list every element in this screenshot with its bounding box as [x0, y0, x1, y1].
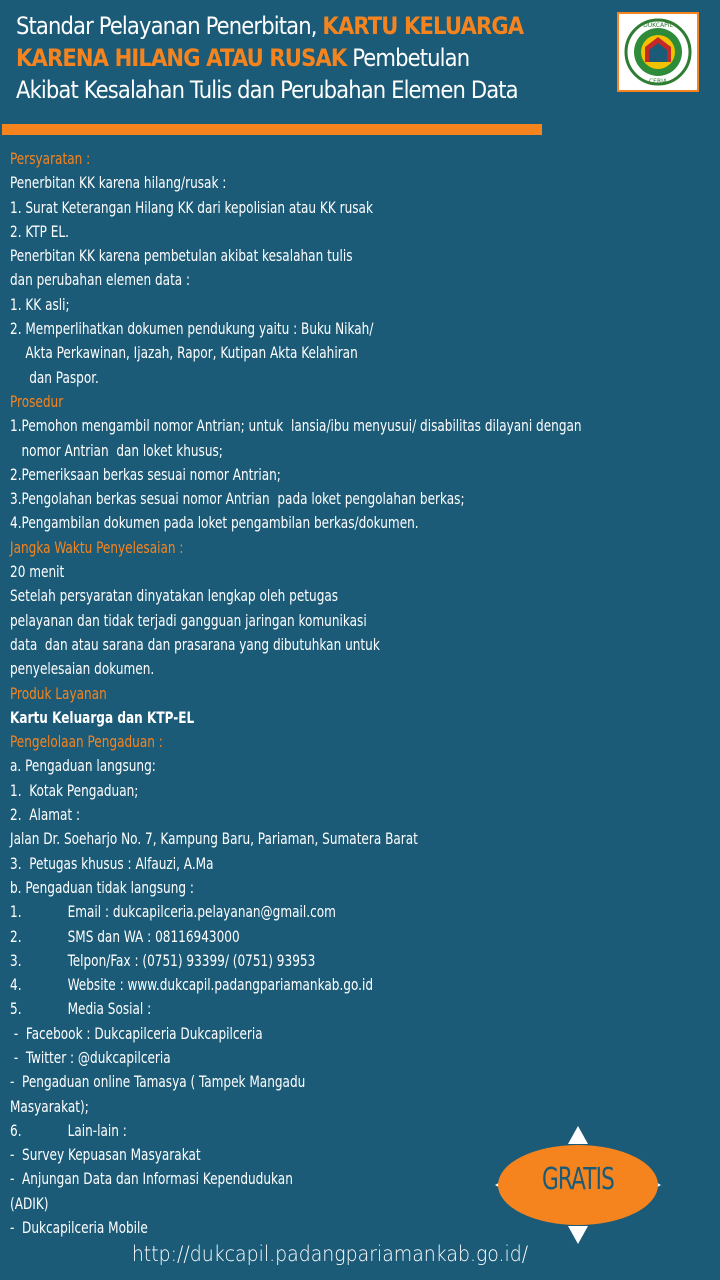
gratis-badge [493, 1124, 663, 1246]
content-line: 2. Alamat : [10, 805, 81, 825]
content-line: - Pengaduan online Tamasya ( Tampek Mangadu [10, 1072, 306, 1092]
content-line: dan perubahan elemen data : [10, 270, 191, 290]
content-line: 4. Website : www.dukcapil.padangpariamankab.go.id [10, 975, 373, 995]
title-part3: Akibat Kesalahan Tulis dan Perubahan Elemen Data [16, 76, 518, 104]
content-line: 1. Kotak Pengaduan; [10, 780, 139, 800]
content-line: - Dukcapilceria Mobile [10, 1218, 148, 1238]
section-heading: Jangka Waktu Penyelesaian : [10, 537, 184, 557]
title-part2: Pembetulan [346, 44, 470, 72]
content-line: 1.Pemohon mengambil nomor Antrian; untuk lansia/ibu menyusui/ disabilitas dilayani dengan [10, 416, 582, 436]
svg-text:DUKCAPIL: DUKCAPIL [643, 22, 673, 29]
title-part1: Standar Pelayanan Penerbitan, [16, 12, 323, 40]
content-line: a. Pengaduan langsung: [10, 756, 156, 776]
content-line: - Anjungan Data dan Informasi Kependudukan [10, 1169, 293, 1189]
content-line: 3. Petugas khusus : Alfauzi, A.Ma [10, 853, 214, 873]
title-highlight-2: KARENA HILANG ATAU RUSAK [16, 44, 347, 72]
section-heading: Prosedur [10, 391, 64, 411]
content-line: pelayanan dan tidak terjadi gangguan jaringan komunikasi [10, 610, 367, 630]
content-line: Jalan Dr. Soeharjo No. 7, Kampung Baru, Pariaman, Sumatera Barat [10, 829, 418, 849]
content-line: 2. KTP EL. [10, 221, 69, 241]
content-line: 1. Email : dukcapilceria.pelayanan@gmail.com [10, 902, 336, 922]
content-line: 2.Pemeriksaan berkas sesuai nomor Antrian; [10, 464, 281, 484]
content-line: 6. Lain-lain : [10, 1120, 127, 1140]
footer-url[interactable]: http://dukcapil.padangpariamankab.go.id/ [131, 1242, 529, 1266]
content-line: 5. Media Sosial : [10, 999, 152, 1019]
content-line: Kartu Keluarga dan KTP-EL [10, 707, 195, 727]
svg-text:CERIA: CERIA [648, 78, 668, 85]
content-line: 3. Telpon/Fax : (0751) 93399/ (0751) 93953 [10, 950, 316, 970]
content-line: 20 menit [10, 562, 65, 582]
content-line: data dan atau sarana dan prasarana yang dibutuhkan untuk [10, 634, 380, 654]
content-line: Masyarakat); [10, 1096, 89, 1116]
content-line: 2. SMS dan WA : 08116943000 [10, 926, 240, 946]
content-line: (ADIK) [10, 1193, 49, 1213]
section-heading: Produk Layanan [10, 683, 107, 703]
content-line: Penerbitan KK karena pembetulan akibat kesalahan tulis [10, 246, 353, 266]
content-line: 2. Memperlihatkan dokumen pendukung yaitu : Buku Nikah/ [10, 319, 374, 339]
content-line: b. Pengaduan tidak langsung : [10, 877, 194, 897]
section-heading: Persyaratan : [10, 149, 91, 168]
content-line: Penerbitan KK karena hilang/rusak : [10, 173, 227, 193]
dukcapil-emblem-icon [617, 12, 699, 92]
page-title [16, 10, 606, 106]
content-line: Setelah persyaratan dinyatakan lengkap oleh petugas [10, 586, 339, 606]
content-line: - Twitter : @dukcapilceria [10, 1047, 171, 1067]
content-line: 1. Surat Keterangan Hilang KK dari kepolisian atau KK rusak [10, 197, 373, 217]
service-standard-content [10, 147, 707, 1240]
content-line: nomor Antrian dan loket khusus; [10, 440, 223, 460]
content-line: dan Paspor. [10, 367, 99, 387]
content-line: penyelesaian dokumen. [10, 659, 155, 679]
header-divider [2, 124, 542, 135]
content-line: - Facebook : Dukcapilceria Dukcapilceria [10, 1023, 263, 1043]
content-line: Akta Perkawinan, Ijazah, Rapor, Kutipan Akta Kelahiran [10, 343, 358, 363]
content-line: 4.Pengambilan dokumen pada loket pengambilan berkas/dokumen. [10, 513, 419, 533]
content-line: 1. KK asli; [10, 294, 70, 314]
header [0, 0, 720, 125]
section-heading: Pengelolaan Pengaduan : [10, 732, 163, 752]
content-line: - Survey Kepuasan Masyarakat [10, 1145, 201, 1165]
title-highlight-1: KARTU KELUARGA [322, 12, 524, 40]
gratis-label: GRATIS [541, 1162, 615, 1197]
content-line: 3.Pengolahan berkas sesuai nomor Antrian pada loket pengolahan berkas; [10, 489, 465, 509]
